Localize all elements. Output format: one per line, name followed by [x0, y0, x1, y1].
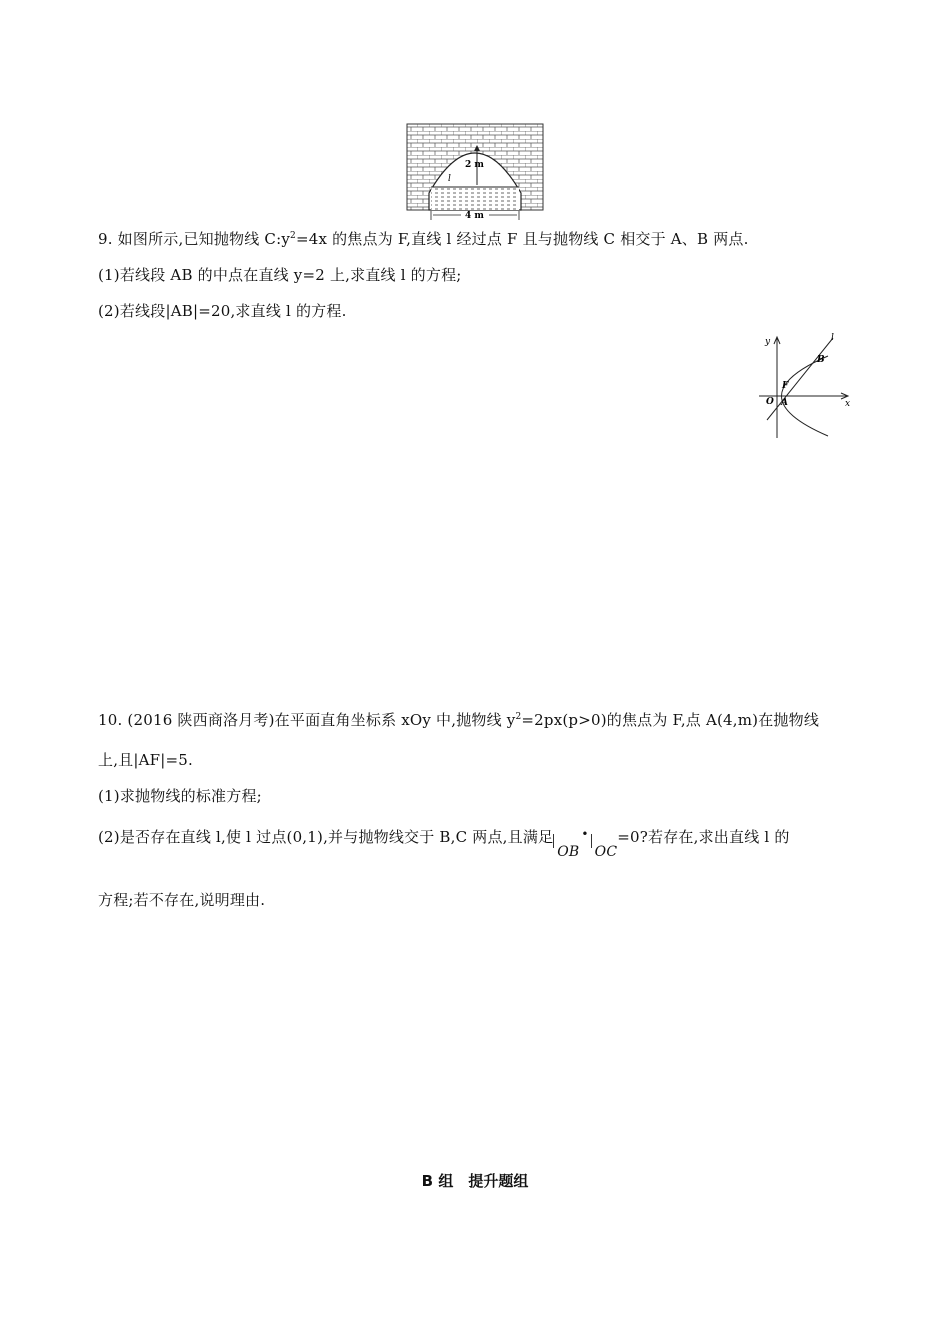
- q9-stem: 9. 如图所示,已知抛物线 $C:y^2=4x$ 的焦点为 F,直线 l 经过点 F 且与抛物线 C 相交于 A、B 两点.: [98, 230, 749, 248]
- q10-part1: (1)求抛物线的标准方程;: [98, 787, 262, 805]
- parabola-figure: [755, 332, 855, 440]
- bridge-width-label: 4 m: [465, 211, 484, 221]
- q9-part1: (1)若线段 AB 的中点在直线 y=2 上,求直线 l 的方程;: [98, 266, 462, 284]
- section-heading: B 组 提升题组: [421, 1172, 529, 1190]
- q9-part2: (2)若线段|AB|=20,求直线 l 的方程.: [98, 302, 347, 320]
- bridge-height-label: 2 m: [465, 160, 484, 170]
- q10-part2: (2)是否存在直线 l,使 l 过点(0,1),并与抛物线交于 B,C 两点,且满足 OB• OC=0?若存在,求出直线 l 的: [98, 827, 790, 860]
- point-b-label: B: [817, 355, 825, 365]
- line-l-label: l: [831, 333, 834, 343]
- q10-part2-cont: 方程;若不存在,说明理由.: [98, 891, 266, 909]
- axis-x-label: x: [845, 399, 851, 409]
- point-a-label: A: [781, 398, 788, 408]
- bridge-line-label: l: [448, 174, 451, 184]
- bridge-figure: [405, 123, 545, 221]
- axis-y-label: y: [765, 337, 771, 347]
- vector-ob: OB: [553, 842, 579, 862]
- point-o-label: O: [766, 397, 774, 407]
- vector-oc: OC: [591, 842, 618, 862]
- point-f-label: F: [782, 381, 789, 391]
- q10-stem: 10. (2016 陕西商洛月考)在平面直角坐标系 xOy 中,抛物线 $y^2=2px(p>0)$的焦点为 F,点 A(4,m)在抛物线: [98, 711, 820, 729]
- q10-stem-cont: 上,且|AF|=5.: [98, 751, 193, 769]
